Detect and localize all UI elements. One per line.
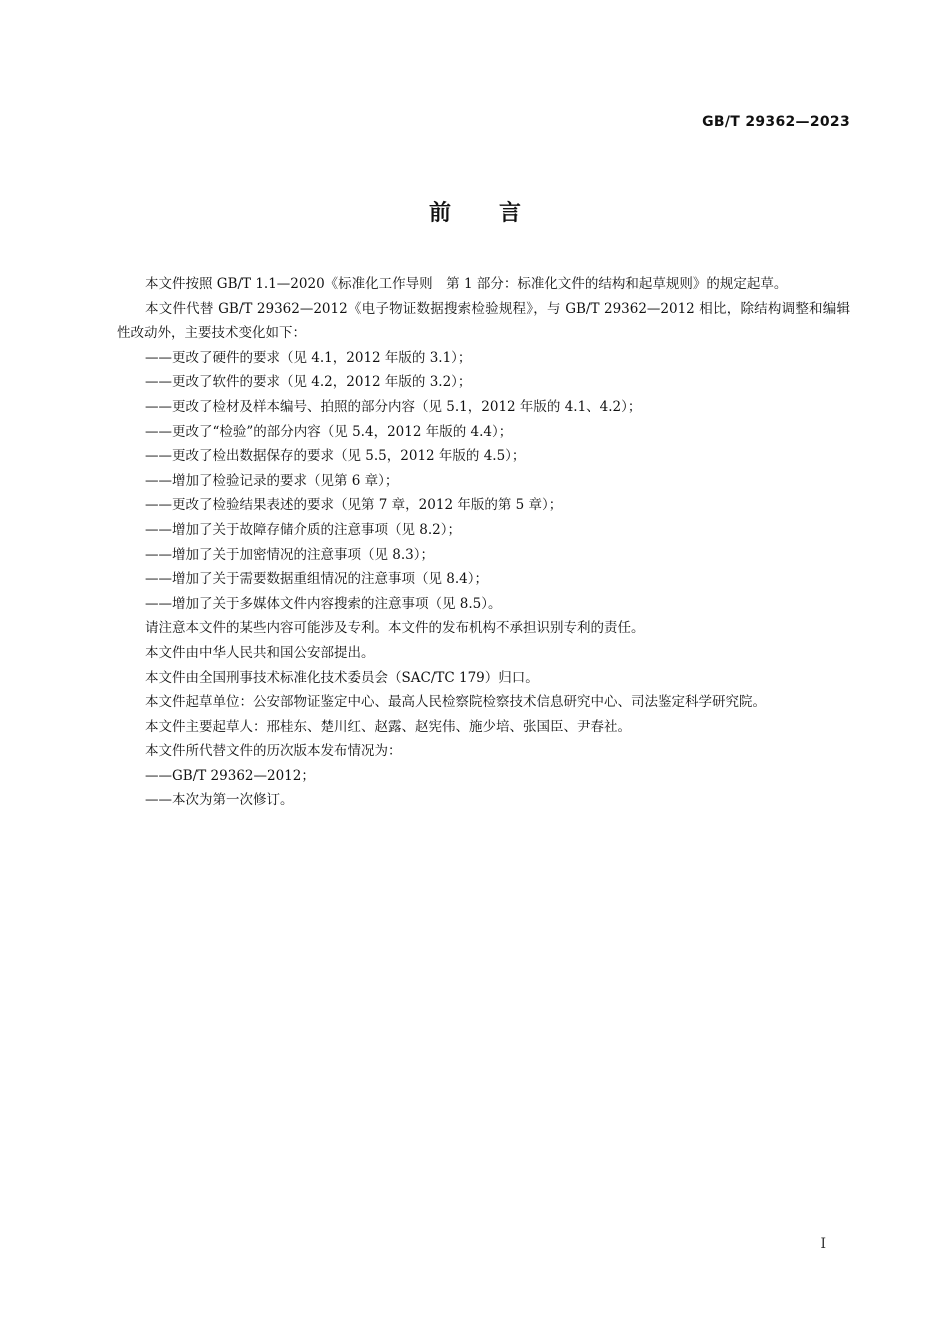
list-item: ——更改了软件的要求（见 4.2，2012 年版的 3.2）； <box>145 374 472 391</box>
paragraph-drafters: 本文件主要起草人：邢桂东、楚川红、赵露、赵宪伟、施少培、张国臣、尹春社。 <box>145 718 631 735</box>
paragraph-committee: 本文件由全国刑事技术标准化技术委员会（SAC/TC 179）归口。 <box>145 669 539 686</box>
list-item: ——更改了检验结果表述的要求（见第 7 章，2012 年版的第 5 章）； <box>145 497 563 514</box>
list-item: ——增加了关于多媒体文件内容搜索的注意事项（见 8.5）。 <box>145 595 502 612</box>
list-item: ——增加了关于故障存储介质的注意事项（见 8.2）； <box>145 521 462 538</box>
page-number: I <box>820 1236 826 1252</box>
paragraph-drafting-units: 本文件起草单位：公安部物证鉴定中心、最高人民检察院检察技术信息研究中心、司法鉴定科学研究院。 <box>145 694 766 711</box>
paragraph-replacement: 本文件代替 GB/T 29362—2012《电子物证数据搜索检验规程》，与 GB/T 29362—2012 相比，除结构调整和编辑性改动外，主要技术变化如下： <box>117 300 850 342</box>
list-item: ——增加了关于加密情况的注意事项（见 8.3）； <box>145 546 435 563</box>
list-item: ——增加了检验记录的要求（见第 6 章）； <box>145 472 399 489</box>
paragraph-drafting-rules: 本文件按照 GB/T 1.1—2020《标准化工作导则 第 1 部分：标准化文件的结构和起草规则》的规定起草。 <box>145 276 788 292</box>
list-item: ——本次为第一次修订。 <box>145 792 294 809</box>
paragraph-patent-notice: 请注意本文件的某些内容可能涉及专利。本文件的发布机构不承担识别专利的责任。 <box>145 620 645 637</box>
list-item: ——更改了“检验”的部分内容（见 5.4，2012 年版的 4.4）； <box>145 423 513 440</box>
list-item: ——GB/T 29362—2012； <box>145 767 315 784</box>
standard-number: GB/T 29362—2023 <box>702 114 850 130</box>
list-item: ——增加了关于需要数据重组情况的注意事项（见 8.4）； <box>145 571 489 588</box>
document-body <box>117 272 850 813</box>
list-item: ——更改了检材及样本编号、拍照的部分内容（见 5.1，2012 年版的 4.1、4.2）； <box>145 398 642 415</box>
paragraph-proposer: 本文件由中华人民共和国公安部提出。 <box>145 644 375 661</box>
paragraph-history-intro: 本文件所代替文件的历次版本发布情况为： <box>145 743 402 760</box>
list-item: ——更改了硬件的要求（见 4.1，2012 年版的 3.1）； <box>145 349 472 366</box>
list-item: ——更改了检出数据保存的要求（见 5.5，2012 年版的 4.5）； <box>145 448 526 465</box>
page-title: 前言 <box>428 201 569 226</box>
